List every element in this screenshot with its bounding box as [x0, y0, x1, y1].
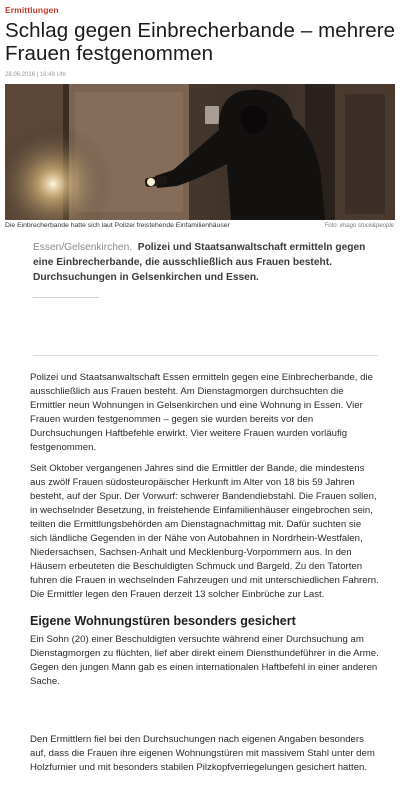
article-subheading: Eigene Wohnungstüren besonders gesichert: [30, 614, 296, 628]
image-caption: Die Einbrecherbande hatte sich laut Polizei freistehende Einfamilienhäuser: [5, 222, 230, 229]
article-paragraph: Polizei und Staatsanwaltschaft Essen ermitteln gegen eine Einbrecherbande, die ausschließlich aus Frauen besteht. Am Dienstagmorgen durchsuchten die Ermittler neun Wohnungen in Gelsenkirchen und eine Wohnung in Essen. Vier Frauen wurden festgenommen – gegen sie wurden bereits vor den Durchsuchungen Haftbefehle erwirkt. Vier weitere Frauen wurden vorläufig festgenommen.: [30, 372, 373, 453]
article-headline: Schlag gegen Einbrecherbande – mehrere Frauen festgenommen: [5, 19, 396, 65]
image-credit: Foto: imago stock&people: [324, 223, 394, 229]
article-paragraph: Seit Oktober vergangenen Jahres sind die Ermittler der Bande, die mindestens aus zwölf Frauen südosteuropäischer Herkunft im Alter von 18 bis 59 Jahren besteht, auf der Spur. Der Vorwurf: schwerer Bandendiebstahl. Die Frauen sollen, in wechselnder Besetzung, in freistehende Einfamilienhäuser eingebrochen sein, teilten die Ermittlungsbehörden am Dienstagnachmittag mit. Dafür suchten sie sich ländliche Gegenden in der Nähe von Autobahnen in Nordrhein-Westfalen, Niedersachsen, Sachsen-Anhalt und Mecklenburg-Vorpommern aus. In den Häusern erbeuteten die Beschuldigten Schmuck und Bargeld. Zu den Tatorten fuhren die Frauen in wechselnden Fahrzeugen und mit unterschiedlichen Fahrern. Die Ermittler legen den Frauen derzeit 13 solcher Einbrüche zur Last.: [30, 463, 379, 600]
burglar-photo: [5, 84, 395, 220]
divider-short: [33, 297, 99, 298]
lead-text: Polizei und Staatsanwaltschaft ermitteln gegen eine Einbrecherbande, die ausschließlich aus Frauen besteht. Durchsuchungen in Gelsenkirchen und Essen.: [33, 242, 366, 283]
article-dateline: 28.06.2016 | 16:48 Uhr: [5, 72, 67, 78]
category-label[interactable]: Ermittlungen: [5, 5, 59, 15]
lead-location: Essen/Gelsenkirchen.: [33, 242, 133, 253]
article-paragraph: Ein Sohn (20) einer Beschuldigten versuchte während einer Durchsuchung am Dienstagmorgen zu flüchten, lief aber direkt einem Diensthundeführer in die Arme. Gegen den jungen Mann gab es einen internationalen Haftbefehl in einer anderen Sache.: [30, 634, 379, 687]
divider-long: [33, 355, 378, 356]
article-paragraph: Den Ermittlern fiel bei den Durchsuchungen nach eigenen Angaben besonders auf, dass die Frauen ihre eigenen Wohnungstüren mit massivem Stahl unter dem Holzfurnier und mit besonders stabilen Pilzkopfverriegelungen gesichert hatten.: [30, 734, 375, 773]
article-lead: [33, 240, 378, 285]
hero-image[interactable]: [5, 84, 395, 220]
